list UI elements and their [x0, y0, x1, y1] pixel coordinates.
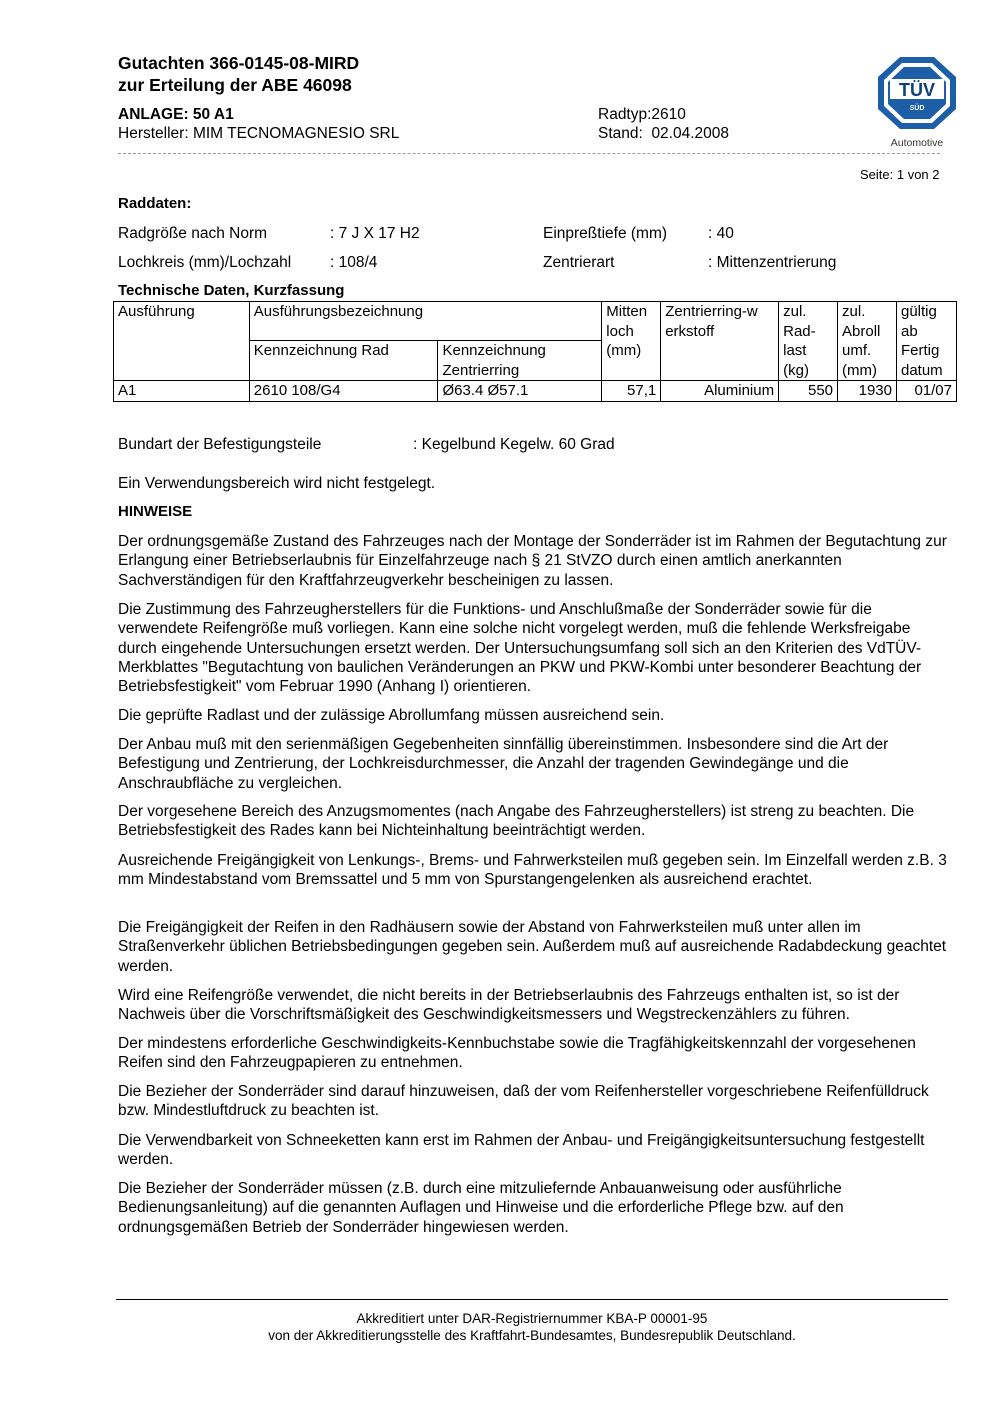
hersteller-value: MIM TECNOMAGNESIO SRL	[192, 125, 400, 142]
title-line-1: Gutachten 366-0145-08-MIRD	[118, 53, 360, 73]
footer-line-1: Akkreditiert unter DAR-Registriernummer KBA-P 00001-95	[356, 1311, 708, 1326]
th-kenn-rad: Kennzeichnung Rad	[249, 341, 438, 381]
hinweis-paragraph-4: Der Anbau muß mit den serienmäßigen Gegebenheiten sinnfällig übereinstimmen. Insbesondere sind die Art der Befestigung und Zentrierung, der Lochkreisdurchmesser, die Anzahl der tragenden Gewindegänge und die Anschraubfläche zu vergleichen.	[118, 736, 889, 792]
hinweis-paragraph-8: Wird eine Reifengröße verwendet, die nicht bereits in der Betriebserlaubnis des Fahrzeugs enthalten ist, so ist der Nachweis über die Vorschriftsmäßigkeit des Geschwindigkeitsmessers und Wegstreckenzählers zu führen.	[118, 987, 900, 1024]
logo-caption: Automotive	[890, 137, 944, 149]
cell-werkstoff: Aluminium	[661, 381, 779, 402]
hinweis-paragraph-1: Der ordnungsgemäße Zustand des Fahrzeuges nach der Montage der Sonderräder ist im Rahmen der Begutachtung zur Erlangung einer Betriebserlaubnis für Einzelfahrzeuge nach § 21 StVZO durch einen amtlich anerkannten Sachverständigen für den Kraftfahrzeugverkehr bescheinigen zu lassen.	[118, 533, 947, 589]
hinweis-paragraph-6: Ausreichende Freigängigkeit von Lenkungs-, Brems- und Fahrwerksteilen muß gegeben sein. Im Einzelfall werden z.B. 3 mm Mindestabstand vom Bremssattel und 5 mm von Spurstangengelenken als ausreichend erachtet.	[118, 852, 947, 889]
th-gueltig: gültig ab Fertig datum	[896, 302, 956, 381]
th-radlast: zul. Rad- last (kg)	[779, 302, 838, 381]
tuev-logo	[876, 55, 958, 151]
lochkreis-value: : 108/4	[330, 254, 378, 271]
radgroesse-label: Radgröße nach Norm	[118, 225, 268, 242]
page-indicator: Seite: 1 von 2	[860, 167, 940, 182]
bundart-value: : Kegelbund Kegelw. 60 Grad	[413, 436, 615, 453]
stand-value: 02.04.2008	[651, 125, 730, 142]
stand-label: Stand:	[598, 125, 643, 142]
stand-line	[598, 124, 729, 143]
hinweis-paragraph-2: Die Zustimmung des Fahrzeugherstellers für die Funktions- und Anschlußmaße der Sonderräder sowie für die verwendete Reifengröße muß vorliegen. Kann eine solche nicht vorgelegt werden, muß die fehlende Werksfreigabe durch eingehende Untersuchungen ersetzt werden. Der Untersuchungsumfang soll sich an den Kriterien des VdTÜV-Merkblattes "Begutachtung von baulichen Veränderungen an PKW und PKW-Kombi unter besonderer Beachtung der Betriebsfestigkeit" vom Februar 1990 (Anhang I) orientieren.	[118, 601, 922, 696]
einpress-label: Einpreßtiefe (mm)	[543, 225, 668, 242]
raddaten-row-1	[118, 224, 948, 244]
hinweise-heading: HINWEISE	[118, 503, 193, 520]
table-header-row	[114, 302, 957, 341]
radtyp-line	[598, 105, 686, 124]
cell-radlast: 550	[779, 381, 838, 402]
raddaten-row-2	[118, 253, 948, 273]
th-kenn-zentrier: Kennzeichnung Zentrierring	[438, 341, 602, 381]
bundart-row	[118, 435, 948, 455]
th-werkstoff: Zentrierring-w erkstoff	[661, 302, 779, 381]
hinweis-paragraph-10: Die Bezieher der Sonderräder sind darauf hinzuweisen, daß der vom Reifenhersteller vorgeschriebene Reifenfülldruck bzw. Mindestluftdruck zu beachten ist.	[118, 1083, 929, 1120]
table-row	[114, 381, 957, 402]
th-mittenloch: Mitten loch (mm)	[602, 302, 661, 381]
radgroesse-value: : 7 J X 17 H2	[330, 225, 420, 242]
einpress-value: : 40	[708, 225, 734, 242]
tech-heading: Technische Daten, Kurzfassung	[118, 282, 345, 299]
cell-kenn-rad: 2610 108/G4	[249, 381, 438, 402]
cell-ausfuehrung: A1	[114, 381, 250, 402]
raddaten-heading: Raddaten:	[118, 195, 192, 212]
header-divider	[118, 153, 940, 154]
hersteller-label: Hersteller:	[118, 125, 189, 142]
radtyp-value: 2610	[651, 106, 686, 123]
anlage-label: ANLAGE: 50 A1	[118, 106, 234, 123]
footer-line-2: von der Akkreditierungsstelle des Kraftfahrt-Bundesamtes, Bundesrepublik Deutschland.	[268, 1328, 796, 1343]
footer-divider	[116, 1299, 948, 1300]
cell-abroll: 1930	[838, 381, 897, 402]
hinweis-paragraph-3: Die geprüfte Radlast und der zulässige Abrollumfang müssen ausreichend sein.	[118, 707, 665, 724]
logo-sub: SÜD	[909, 105, 925, 112]
hinweis-paragraph-7: Die Freigängigkeit der Reifen in den Radhäusern sowie der Abstand von Fahrwerksteilen muß unter allen im Straßenverkehr üblichen Betriebsbedingungen gegeben sein. Außerdem muß auf ausreichende Radabdeckung geachtet werden.	[118, 919, 947, 975]
tech-table	[113, 301, 957, 402]
hinweis-paragraph-5: Der vorgesehene Bereich des Anzugsmomentes (nach Angabe des Fahrzeugherstellers) ist streng zu beachten. Die Betriebsfestigkeit des Rades kann bei Nichteinhaltung beeinträchtigt werden.	[118, 803, 915, 840]
cell-kenn-zentrier: Ø63.4 Ø57.1	[438, 381, 602, 402]
bundart-label: Bundart der Befestigungsteile	[118, 436, 322, 453]
title-line-2: zur Erteilung der ABE 46098	[118, 75, 352, 95]
document-title	[118, 52, 359, 96]
lochkreis-label: Lochkreis (mm)/Lochzahl	[118, 254, 292, 271]
cell-mittenloch: 57,1	[602, 381, 661, 402]
zentrierart-label: Zentrierart	[543, 254, 615, 271]
tuev-octagon-icon	[876, 55, 958, 151]
th-ausfuehrung: Ausführung	[114, 302, 250, 381]
zentrierart-value: : Mittenzentrierung	[708, 254, 837, 271]
hersteller-line	[118, 124, 399, 143]
verwendung-text: Ein Verwendungsbereich wird nicht festgelegt.	[118, 475, 436, 492]
hinweis-paragraph-12: Die Bezieher der Sonderräder müssen (z.B. durch eine mitzuliefernde Anbauanweisung oder ausführliche Bedienungsanleitung) auf die genannten Auflagen und Hinweise und die erforderliche Pflege bzw. auf den ordnungsgemäßen Betrieb der Sonderräder hingewiesen werden.	[118, 1180, 844, 1236]
logo-text: TÜV	[899, 80, 935, 100]
th-abroll: zul. Abroll umf. (mm)	[838, 302, 897, 381]
th-bezeichnung: Ausführungsbezeichnung	[249, 302, 601, 341]
hinweis-paragraph-9: Der mindestens erforderliche Geschwindigkeits-Kennbuchstabe sowie die Tragfähigkeitskennzahl der vorgesehenen Reifen sind den Fahrzeugpapieren zu entnehmen.	[118, 1035, 916, 1072]
cell-gueltig: 01/07	[896, 381, 956, 402]
hinweis-paragraph-11: Die Verwendbarkeit von Schneeketten kann erst im Rahmen der Anbau- und Freigängigkeitsuntersuchung festgestellt werden.	[118, 1132, 925, 1169]
radtyp-label: Radtyp:	[598, 106, 652, 123]
